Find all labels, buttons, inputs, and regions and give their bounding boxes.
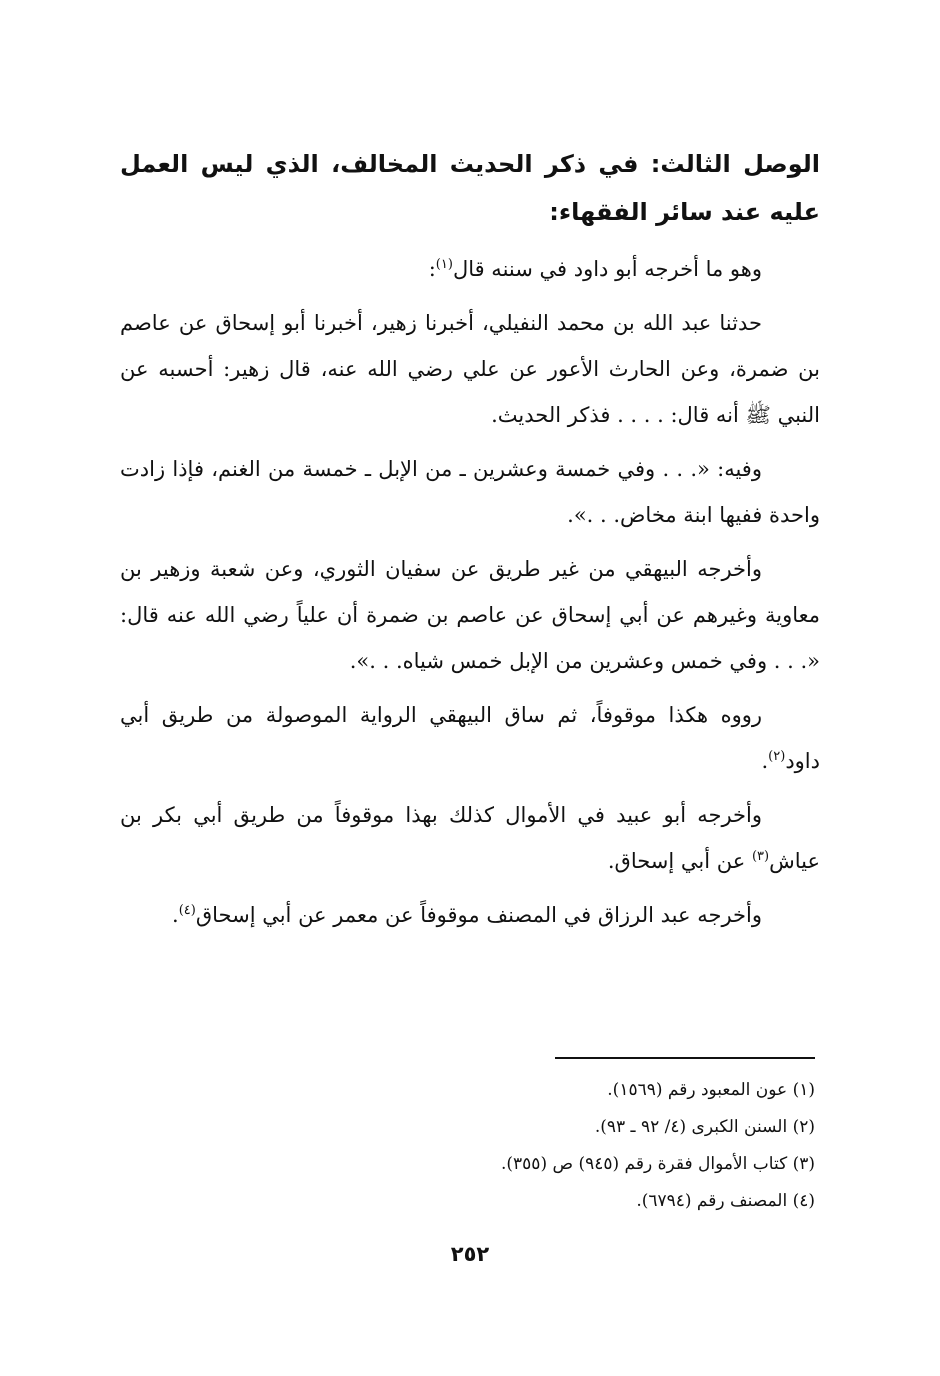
section-heading: الوصل الثالث: في ذكر الحديث المخالف، الذي ليس العمل عليه عند سائر الفقهاء:: [120, 150, 820, 226]
page-number: ٢٥٢: [450, 1242, 490, 1266]
footnote: (٤) المصنف رقم (٦٧٩٤).: [636, 1191, 815, 1211]
footnote: (٣) كتاب الأموال فقرة رقم (٩٤٥) ص (٣٥٥).: [501, 1154, 815, 1174]
paragraph: حدثنا عبد الله بن محمد النفيلي، أخبرنا زهير، أخبرنا أبو إسحاق عن عاصم بن ضمرة، وعن الحارث الأعور عن علي رضي الله عنه، قال زهير: أحسبه عن النبي ﷺ أنه قال: . . . . فذكر الحديث.: [120, 311, 820, 427]
footnote-ref: (٣): [751, 849, 770, 864]
paragraph: وأخرجه البيهقي من غير طريق عن سفيان الثوري، وعن شعبة وزهير بن معاوية وغيرهم عن أبي إسحاق عن عاصم بن ضمرة أن علياً رضي الله عنه قال: «. . . وفي خمس وعشرين من الإبل خمس شياه. . .».: [120, 557, 820, 673]
footnote-ref: (٤): [178, 903, 196, 918]
paragraph: وأخرجه أبو عبيد في الأموال كذلك بهذا موقوفاً من طريق أبي بكر بن عياش$^{(٣)}$ عن أبي إسحاق.: [120, 803, 820, 873]
paragraph: وفيه: «. . . وفي خمسة وعشرين ـ من الإبل ـ خمسة من الغنم، فإذا زادت واحدة ففيها ابنة مخاض. . .».: [120, 457, 820, 527]
footnote: (٢) السنن الكبرى (٤/ ٩٢ ـ ٩٣).: [594, 1117, 815, 1137]
footnote: (١) عون المعبود رقم (١٥٦٩).: [607, 1080, 815, 1100]
paragraph: وأخرجه عبد الرزاق في المصنف موقوفاً عن معمر عن أبي إسحاق$^{(٤)}$.: [172, 903, 762, 927]
main-text: [120, 140, 820, 946]
footnote-ref: (١): [435, 257, 453, 272]
footnote-ref: (٢): [768, 749, 786, 764]
footnote-separator: [555, 1057, 815, 1059]
footnotes: [120, 1072, 815, 1220]
paragraph: وهو ما أخرجه أبو داود في سننه قال$^{(١)}$:: [428, 257, 762, 281]
paragraph: رووه هكذا موقوفاً، ثم ساق البيهقي الرواية الموصولة من طريق أبي داود$^{(٢)}$.: [120, 703, 820, 773]
